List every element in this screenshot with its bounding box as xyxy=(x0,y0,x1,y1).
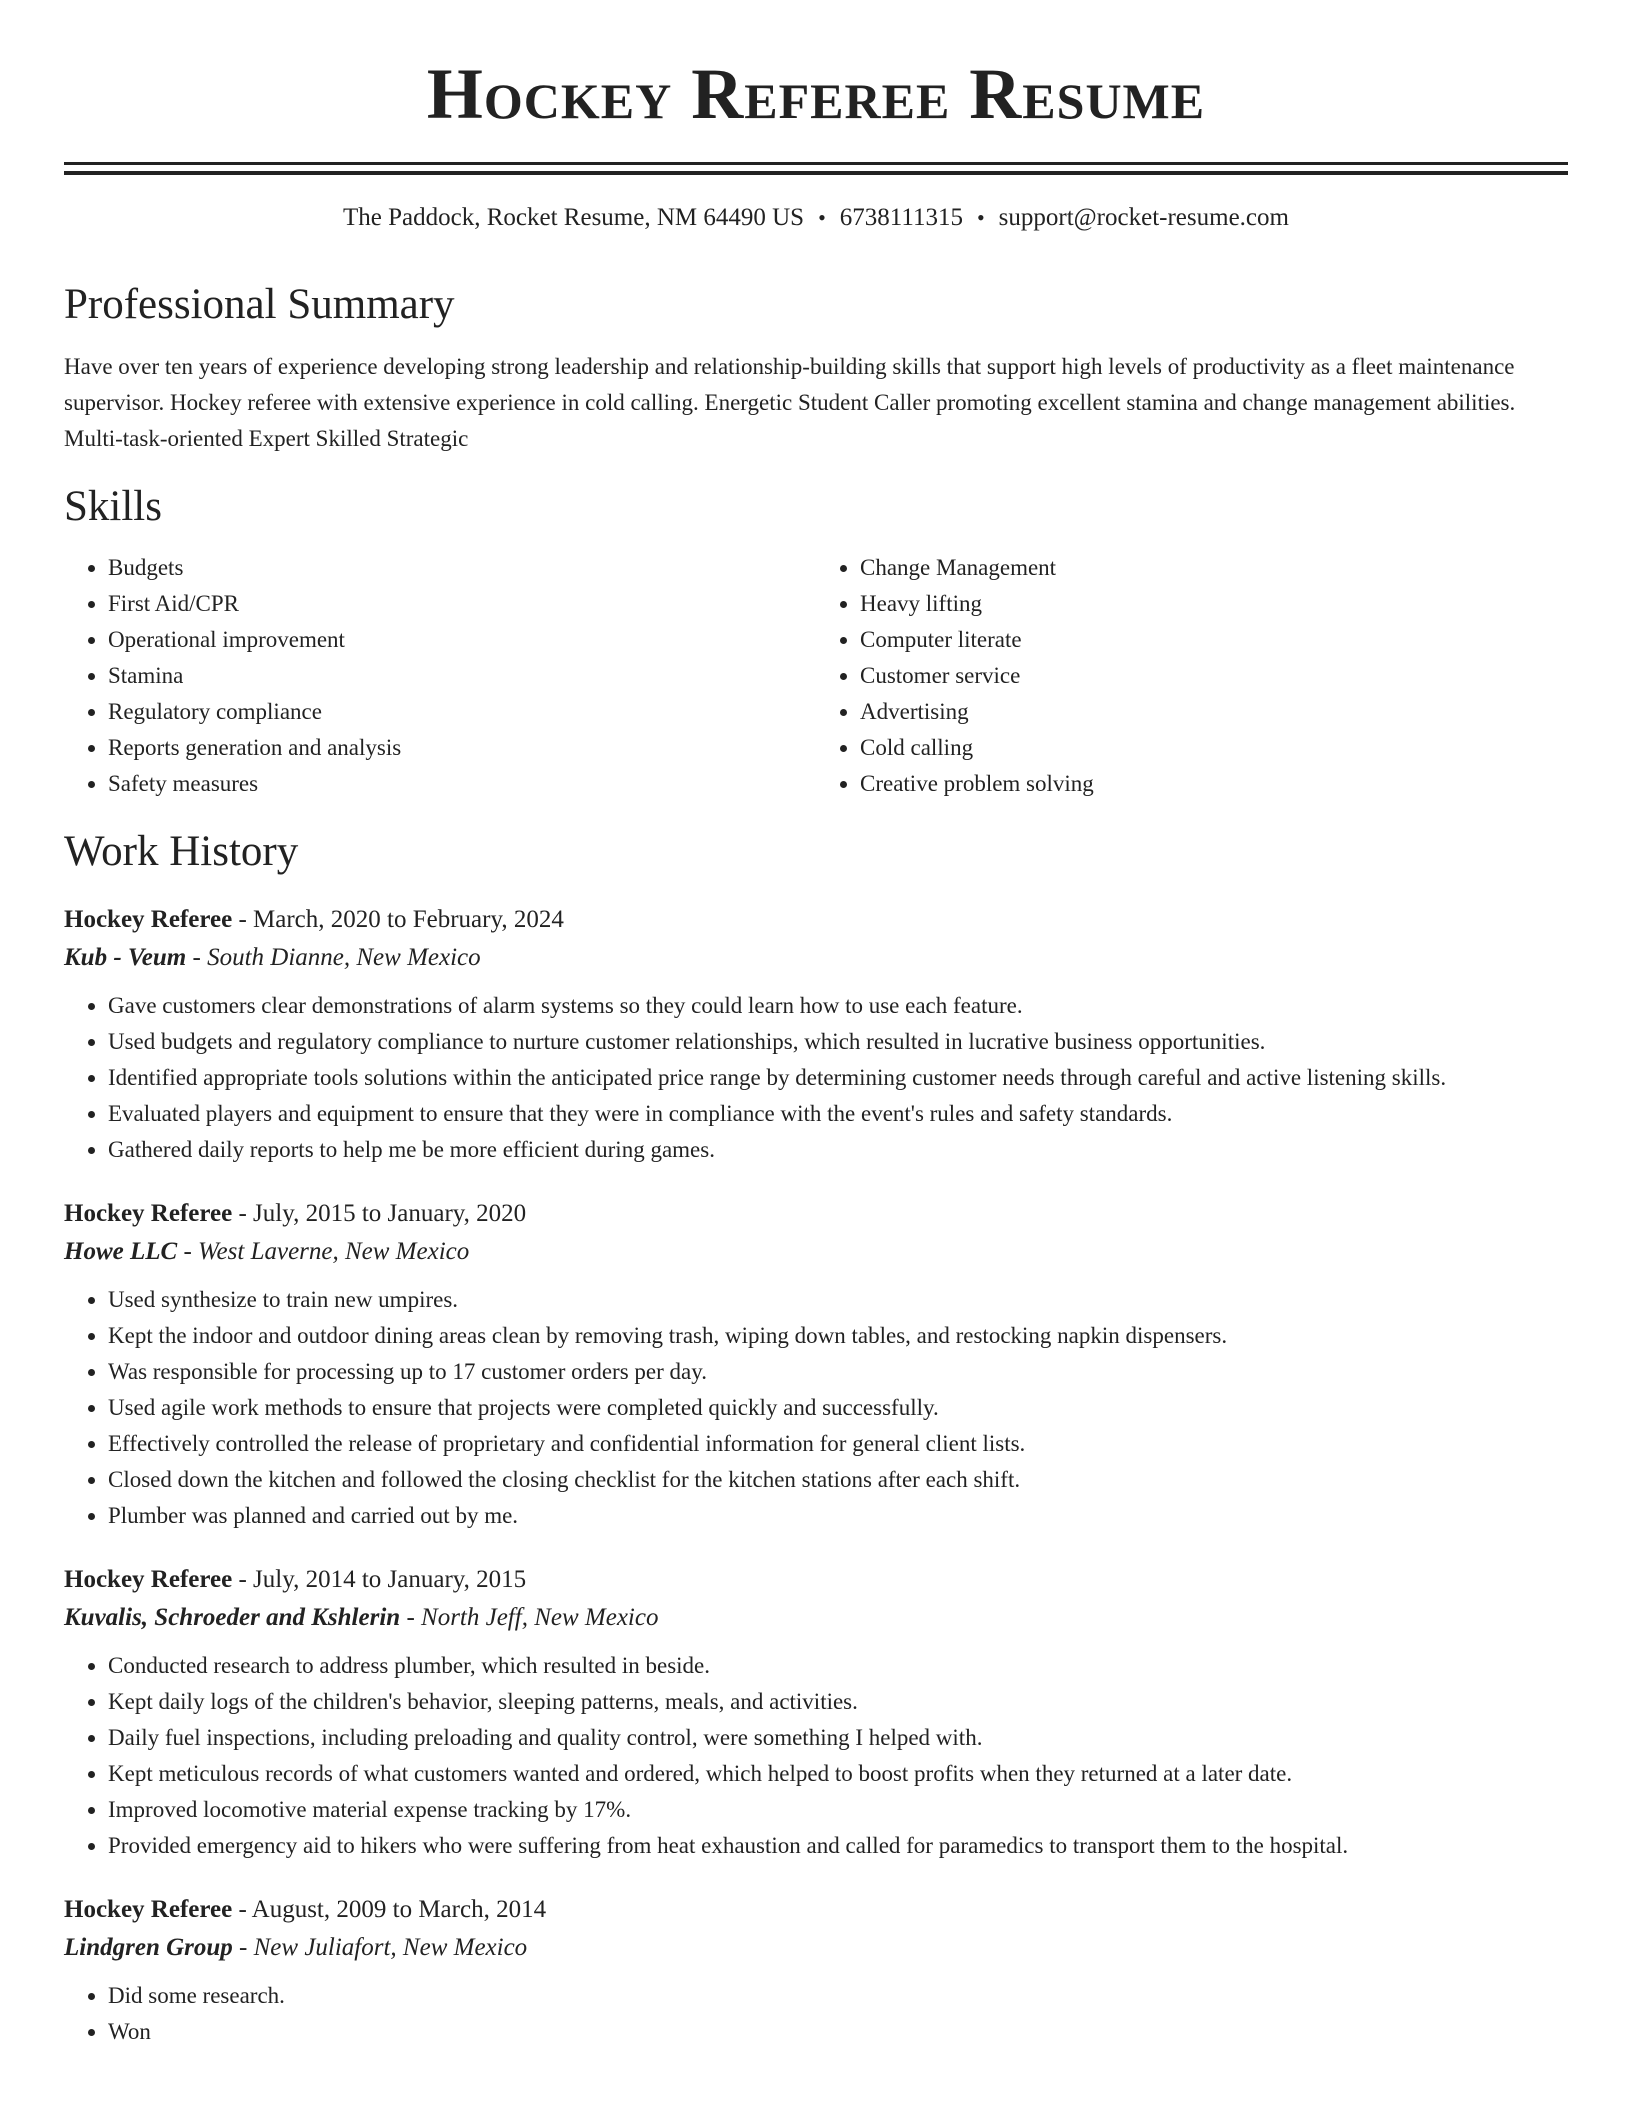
skill-item: • Reports generation and analysis xyxy=(108,730,816,766)
job-dates: - July, 2015 to January, 2020 xyxy=(232,1199,527,1227)
skill-item: • Safety measures xyxy=(108,766,816,802)
job-bullet: • Did some research. xyxy=(108,1978,1568,2014)
job-title-line xyxy=(64,1892,1568,1928)
job-bullet: • Evaluated players and equipment to ensure that they were in compliance with the event's rules and safety standards. xyxy=(108,1096,1568,1132)
summary-heading: Professional Summary xyxy=(64,281,455,328)
skill-item: • Creative problem solving xyxy=(860,766,1568,802)
skill-item: • First Aid/CPR xyxy=(108,586,816,622)
job-bullet: • Kept the indoor and outdoor dining areas clean by removing trash, wiping down tables, and restocking napkin dispensers. xyxy=(108,1318,1568,1354)
job-dates: - March, 2020 to February, 2024 xyxy=(232,905,564,933)
skills-list xyxy=(64,550,1568,802)
skill-item: • Computer literate xyxy=(860,622,1568,658)
job-title: Hockey Referee xyxy=(64,905,233,933)
contact-email: support@rocket-resume.com xyxy=(998,204,1289,231)
skill-item: • Customer service xyxy=(860,658,1568,694)
job-title-line xyxy=(64,1196,1568,1232)
job-company: Lindgren Group xyxy=(64,1933,233,1961)
job-bullet: • Gathered daily reports to help me be more efficient during games. xyxy=(108,1132,1568,1168)
job-bullets xyxy=(64,1978,1568,2050)
work-history-list xyxy=(64,902,1568,2050)
job-entry xyxy=(64,902,1568,1168)
job-bullet: • Kept meticulous records of what customers wanted and ordered, which helped to boost profits when they returned at a later date. xyxy=(108,1756,1568,1792)
skill-item: • Operational improvement xyxy=(108,622,816,658)
work-history-heading: Work History xyxy=(64,828,299,876)
job-bullet: • Plumber was planned and carried out by me. xyxy=(108,1498,1568,1534)
job-entry xyxy=(64,1892,1568,2050)
job-entry xyxy=(64,1196,1568,1534)
job-location: - North Jeff, New Mexico xyxy=(400,1603,659,1631)
job-location: - West Laverne, New Mexico xyxy=(177,1237,470,1265)
job-company: Kub - Veum xyxy=(64,943,187,971)
job-company-line xyxy=(64,938,1568,978)
job-bullet: • Was responsible for processing up to 17 customer orders per day. xyxy=(108,1354,1568,1390)
title-divider xyxy=(64,162,1568,175)
job-bullet: • Closed down the kitchen and followed the closing checklist for the kitchen stations after each shift. xyxy=(108,1462,1568,1498)
skill-item: • Advertising xyxy=(860,694,1568,730)
job-dates: - July, 2014 to January, 2015 xyxy=(232,1565,527,1593)
job-bullet: • Gave customers clear demonstrations of alarm systems so they could learn how to use each feature. xyxy=(108,988,1568,1024)
job-company: Kuvalis, Schroeder and Kshlerin xyxy=(64,1603,401,1631)
job-location: - South Dianne, New Mexico xyxy=(186,943,481,971)
job-company-line xyxy=(64,1928,1568,1968)
job-dates: - August, 2009 to March, 2014 xyxy=(232,1895,547,1923)
contact-address: The Paddock, Rocket Resume, NM 64490 US xyxy=(343,204,805,231)
job-bullets xyxy=(64,1282,1568,1534)
job-bullet: • Won xyxy=(108,2014,1568,2050)
skill-item: • Budgets xyxy=(108,550,816,586)
summary-text: Have over ten years of experience developing strong leadership and relationship-building skills that support high levels of productivity as a fleet maintenance supervisor. Hockey referee with extensive experience in cold calling. Energetic Student Caller promoting excellent stamina and change management abilities. Multi-task-oriented Expert Skilled Strategic xyxy=(64,353,1516,451)
job-bullet: • Used synthesize to train new umpires. xyxy=(108,1282,1568,1318)
job-bullet: • Improved locomotive material expense tracking by 17%. xyxy=(108,1792,1568,1828)
contact-phone: 6738111315 xyxy=(839,204,963,231)
job-title-line xyxy=(64,1562,1568,1598)
job-title-line xyxy=(64,902,1568,938)
resume-title: Hockey Referee Resume xyxy=(426,54,1206,134)
job-bullet: • Provided emergency aid to hikers who were suffering from heat exhaustion and called for paramedics to transport them to the hospital. xyxy=(108,1828,1568,1864)
job-title: Hockey Referee xyxy=(64,1895,233,1923)
job-entry xyxy=(64,1562,1568,1864)
job-location: - New Juliafort, New Mexico xyxy=(232,1933,528,1961)
job-bullet: • Identified appropriate tools solutions within the anticipated price range by determining customer needs through careful and active listening skills. xyxy=(108,1060,1568,1096)
contact-line xyxy=(64,203,1568,233)
skill-item: • Regulatory compliance xyxy=(108,694,816,730)
skill-item: • Heavy lifting xyxy=(860,586,1568,622)
contact-separator: • xyxy=(818,205,826,230)
skill-item: • Cold calling xyxy=(860,730,1568,766)
job-bullet: • Used budgets and regulatory compliance to nurture customer relationships, which resulted in lucrative business opportunities. xyxy=(108,1024,1568,1060)
job-title: Hockey Referee xyxy=(64,1565,233,1593)
job-bullet: • Used agile work methods to ensure that projects were completed quickly and successfully. xyxy=(108,1390,1568,1426)
job-bullet: • Daily fuel inspections, including preloading and quality control, were something I helped with. xyxy=(108,1720,1568,1756)
job-title: Hockey Referee xyxy=(64,1199,233,1227)
job-bullets xyxy=(64,1648,1568,1864)
skill-item: • Change Management xyxy=(860,550,1568,586)
job-bullet: • Conducted research to address plumber, which resulted in beside. xyxy=(108,1648,1568,1684)
job-company-line xyxy=(64,1598,1568,1638)
job-bullets xyxy=(64,988,1568,1168)
job-company: Howe LLC xyxy=(64,1237,178,1265)
job-company-line xyxy=(64,1232,1568,1272)
contact-separator: • xyxy=(976,205,985,230)
skills-column-right xyxy=(816,550,1568,802)
skill-item: • Stamina xyxy=(108,658,816,694)
skills-heading: Skills xyxy=(64,482,162,530)
job-bullet: • Kept daily logs of the children's behavior, sleeping patterns, meals, and activities. xyxy=(108,1684,1568,1720)
skills-column-left xyxy=(64,550,816,802)
job-bullet: • Effectively controlled the release of proprietary and confidential information for general client lists. xyxy=(108,1426,1568,1462)
